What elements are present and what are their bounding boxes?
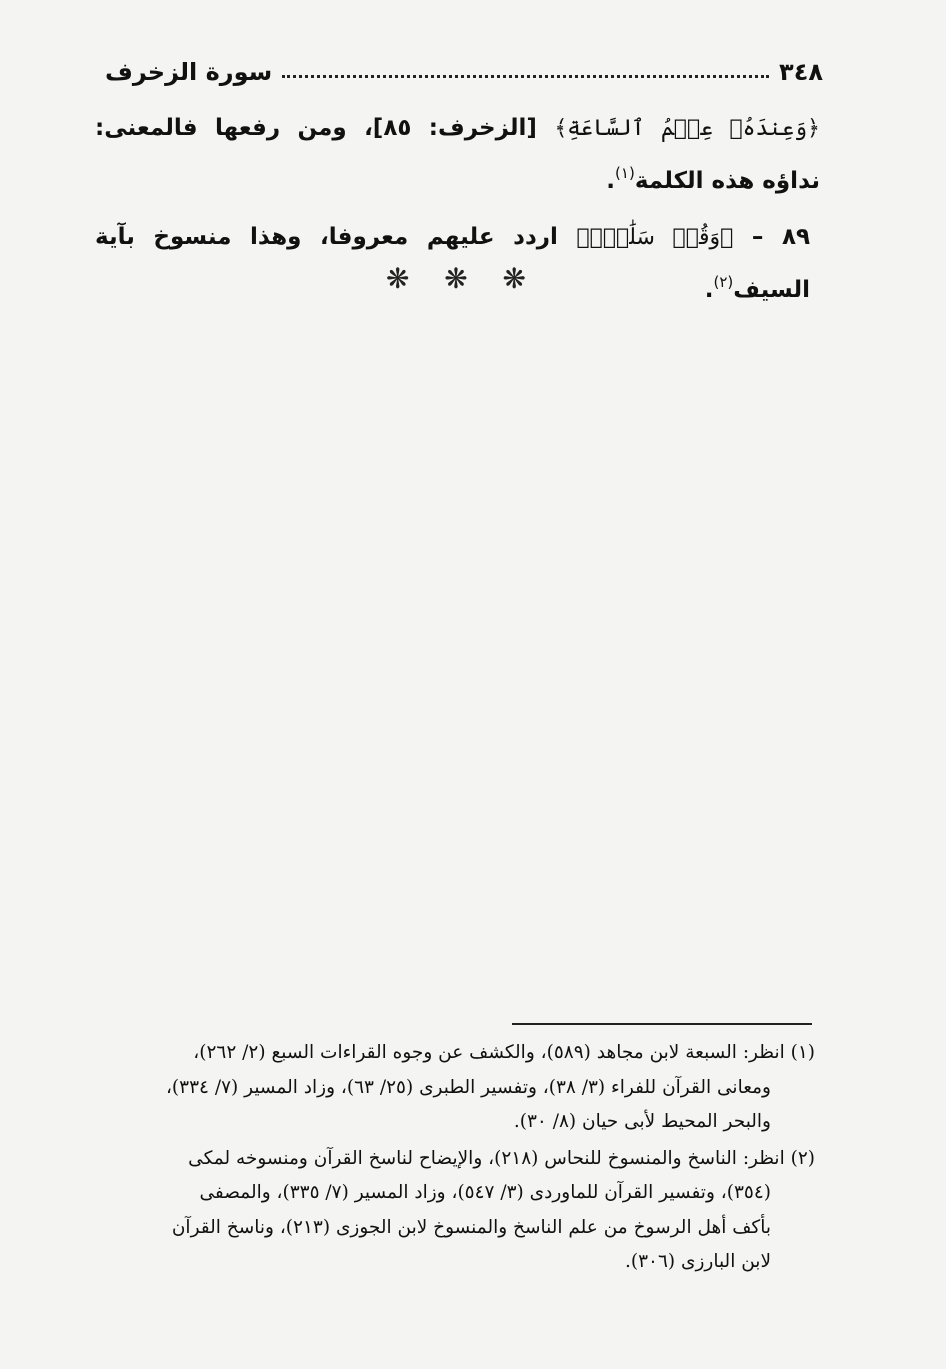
footnote-separator [512, 1023, 812, 1025]
footnote-marker: (١) [790, 1042, 815, 1063]
footnote-line: والبحر المحيط لأبى حيان (٨/ ٣٠). [513, 1111, 771, 1132]
footnote-line: انظر: السبعة لابن مجاهد (٥٨٩)، والكشف عن وجوه القراءات السبع (٢/ ٢٦٢)، [193, 1042, 785, 1063]
paragraph-2-text: اردد عليهم معروفا، وهذا منسوخ بآية السيف [95, 224, 810, 303]
page-number: ٣٤٨ [779, 58, 823, 86]
asterism-icon: ❋ [502, 262, 526, 295]
footnote-1 [80, 1036, 815, 1140]
section-ornament [386, 262, 526, 295]
footnote-2 [80, 1142, 815, 1280]
running-header [105, 52, 823, 92]
paragraph-1-text: [الزخرف: ٨٥]، ومن رفعها فالمعنى: نداؤه هذه الكلمة [95, 115, 820, 194]
footnote-ref-2: (٢) [713, 273, 734, 291]
footnote-line: (٣٥٤)، وتفسير القرآن للماوردى (٣/ ٥٤٧)، وزاد المسير (٧/ ٣٣٥)، والمصفى [199, 1182, 771, 1203]
dotted-leader [282, 75, 769, 78]
footnote-line: انظر: الناسخ والمنسوخ للنحاس (٢١٨)، والإيضاح لناسخ القرآن ومنسوخه لمكى [188, 1147, 785, 1169]
footnote-line: بأكف أهل الرسوخ من علم الناسخ والمنسوخ لابن الجوزى (٢١٣)، وناسخ القرآن [171, 1216, 771, 1238]
footnote-ref-1: (١) [615, 164, 635, 182]
footnote-line: ومعانى القرآن للفراء (٣/ ٣٨)، وتفسير الطبرى (٢٥/ ٦٣)، وزاد المسير (٧/ ٣٣٤)، [165, 1076, 771, 1098]
quran-quote-2: ﴿وَقُلۡ سَلَٰمٞۚ﴾ [576, 225, 734, 250]
paragraph-1 [95, 102, 820, 207]
footnote-marker: (٢) [790, 1147, 815, 1169]
asterism-icon: ❋ [386, 262, 410, 295]
paragraph-2-end: . [704, 277, 714, 303]
footnote-line: لابن البارزى (٣٠٦). [624, 1251, 771, 1272]
asterism-icon: ❋ [444, 262, 468, 295]
footnotes [80, 1036, 815, 1282]
verse-number: ٨٩ – [733, 224, 811, 250]
quran-quote-1: ﴿وَعِندَهُۥ عِلۡمُ ٱلسَّاعَةِ﴾ [554, 116, 821, 141]
paragraph-1-end: . [606, 168, 616, 194]
surah-title: سورة الزخرف [105, 58, 273, 86]
